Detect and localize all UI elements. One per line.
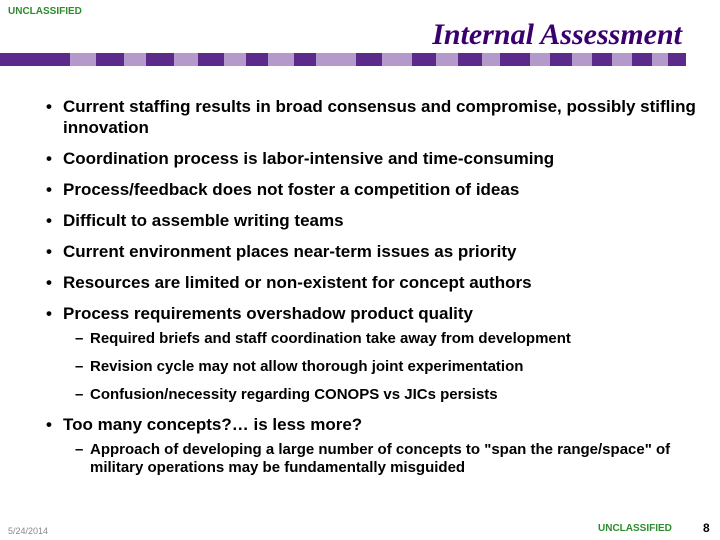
stripe-segment: [530, 53, 550, 66]
bullet-item: • Coordination process is labor-intensive and time-consuming: [46, 148, 696, 169]
stripe-segment: [592, 53, 612, 66]
stripe-segment: [482, 53, 500, 66]
bullet-text: Process requirements overshadow product quality: [63, 304, 474, 323]
stripe-segment: [146, 53, 174, 66]
bullet-item: [46, 414, 696, 477]
slide-date: 5/24/2014: [8, 526, 49, 536]
sub-bullet-item: – Required briefs and staff coordination take away from development: [63, 330, 696, 348]
stripe-segment: [124, 53, 146, 66]
stripe-segment: [500, 53, 530, 66]
sub-bullet-list: [63, 441, 696, 477]
stripe-segment: [268, 53, 294, 66]
bullet-item: • Current staffing results in broad consensus and compromise, possibly stifling innovation: [46, 96, 696, 138]
bullet-item: • Resources are limited or non-existent for concept authors: [46, 272, 696, 293]
stripe-segment: [316, 53, 356, 66]
stripe-segment: [174, 53, 198, 66]
stripe-segment: [612, 53, 632, 66]
bullet-item: • Difficult to assemble writing teams: [46, 210, 696, 231]
classification-marking-top: UNCLASSIFIED: [8, 6, 82, 17]
stripe-segment: [198, 53, 224, 66]
bullet-item: [46, 303, 696, 404]
stripe-segment: [0, 53, 70, 66]
stripe-segment: [412, 53, 436, 66]
sub-bullet-item: – Revision cycle may not allow thorough joint experimentation: [63, 358, 696, 376]
stripe-segment: [382, 53, 412, 66]
bullet-text: Too many concepts?… is less more?: [63, 415, 363, 434]
classification-marking-bottom: UNCLASSIFIED: [598, 523, 672, 534]
sub-bullet-item: – Confusion/necessity regarding CONOPS vs JICs persists: [63, 386, 696, 404]
bullet-item: • Process/feedback does not foster a competition of ideas: [46, 179, 696, 200]
stripe-segment: [632, 53, 652, 66]
stripe-segment: [572, 53, 592, 66]
page-number: 8: [703, 521, 710, 535]
decorative-stripe: [0, 53, 686, 66]
stripe-segment: [294, 53, 316, 66]
stripe-segment: [436, 53, 458, 66]
stripe-segment: [652, 53, 668, 66]
sub-bullet-item: – Approach of developing a large number of concepts to "span the range/space" of military operations may be fundamentally misguided: [63, 441, 696, 477]
slide-title: Internal Assessment: [432, 18, 682, 51]
stripe-segment: [96, 53, 124, 66]
sub-bullet-list: [63, 330, 696, 404]
bullet-list: [46, 96, 696, 487]
stripe-segment: [224, 53, 246, 66]
stripe-segment: [458, 53, 482, 66]
stripe-segment: [550, 53, 572, 66]
stripe-segment: [356, 53, 382, 66]
stripe-segment: [246, 53, 268, 66]
stripe-segment: [70, 53, 96, 66]
bullet-item: • Current environment places near-term issues as priority: [46, 241, 696, 262]
stripe-segment: [668, 53, 686, 66]
